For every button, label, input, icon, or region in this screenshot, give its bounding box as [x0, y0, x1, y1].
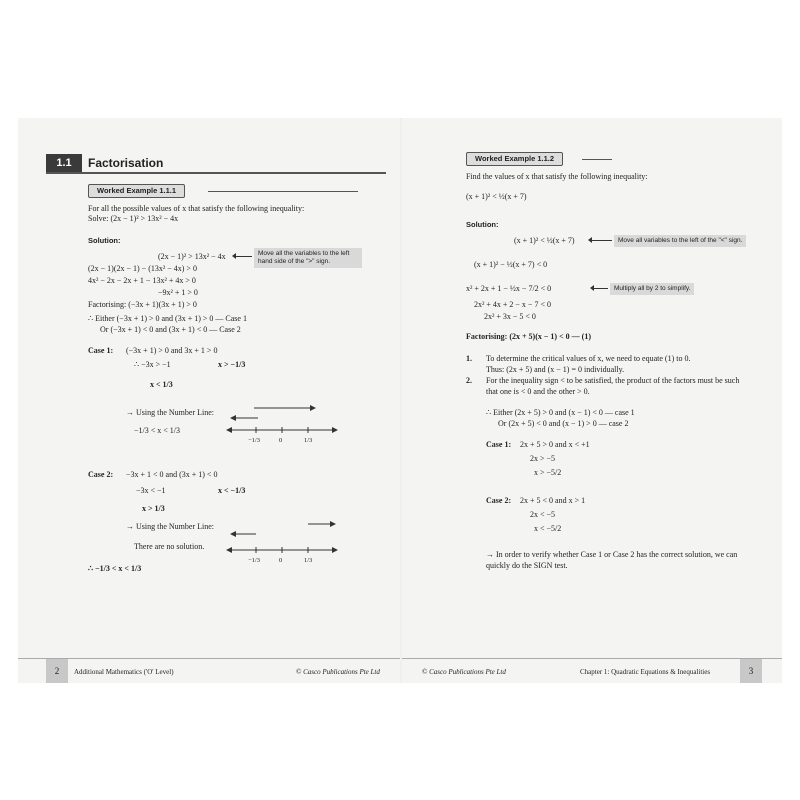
r-case-2-b: x < −5/2 [534, 524, 562, 533]
r-case-2-label: Case 2: [486, 496, 512, 505]
solution-label: Solution: [88, 236, 121, 245]
step-3: 4x² − 2x − 2x + 1 − 13x² + 4x > 0 [88, 276, 196, 285]
case-2-step-b: x < −1/3 [218, 486, 246, 495]
case-1-label: Case 1: [88, 346, 114, 355]
nl2-tick-zero: 0 [279, 557, 283, 564]
number-line-1 [232, 404, 342, 454]
step-1: (2x − 1)² > 13x² − 4x [158, 252, 226, 261]
r-step-3: x² + 2x + 1 − ½x − 7/2 < 0 [466, 284, 552, 293]
left-footer [18, 658, 400, 683]
note-arrow [236, 256, 252, 257]
r-case-1-line: 2x + 5 > 0 and x < +1 [520, 440, 590, 449]
section-number: 1.1 [46, 154, 82, 172]
r-or: Or (2x + 5) < 0 and (x − 1) > 0 — case 2 [498, 419, 629, 428]
nl2-tick-neg: −1/3 [248, 557, 260, 564]
note-arrow-2 [592, 240, 612, 241]
intro-line-2: Solve: (2x − 1)² > 13x² − 4x [88, 214, 179, 223]
case-1-step-a: ∴ −3x > −1 [134, 360, 171, 369]
nl2-tick-pos: 1/3 [304, 557, 313, 564]
left-footer-publisher: © Casco Publications Pte Ltd [296, 668, 380, 676]
point-2-b: that one is < 0 and the other > 0. [486, 387, 590, 396]
r-case-2-a: 2x < −5 [530, 510, 556, 519]
point-1-number: 1. [466, 354, 472, 363]
case-1-line: (−3x + 1) > 0 and 3x + 1 > 0 [126, 346, 218, 355]
right-page [402, 118, 782, 683]
case-1-step-c: x < 1/3 [150, 380, 173, 389]
r-case-1-a: 2x > −5 [530, 454, 556, 463]
right-page-number: 3 [740, 659, 762, 683]
right-footer-chapter: Chapter 1: Quadratic Equations & Inequalities [580, 668, 711, 676]
intro-line-1: For all the possible values of x that satisfy the following inequality: [88, 204, 305, 213]
intro-2: Find the values of x that satisfy the following inequality: [466, 172, 648, 181]
inequality-2: (x + 1)² < ½(x + 7) [466, 192, 527, 201]
case-2-label: Case 2: [88, 470, 114, 479]
left-page [18, 118, 400, 683]
point-2-a: For the inequality sign < to be satisfied, the product of the factors must be such [486, 376, 740, 385]
nl1-tick-neg: −1/3 [248, 437, 260, 444]
step-2: (2x − 1)(2x − 1) − (13x² − 4x) > 0 [88, 264, 197, 273]
worked-example-label-2: Worked Example 1.1.2 [466, 152, 563, 166]
r-step-1: (x + 1)² < ½(x + 7) [514, 236, 575, 245]
left-page-number: 2 [46, 659, 68, 683]
r-case-1-b: x > −5/2 [534, 468, 562, 477]
solution-label-2: Solution: [466, 220, 499, 229]
r-case-1-label: Case 1: [486, 440, 512, 449]
note-box-3: Multiply all by 2 to simplify. [610, 283, 694, 295]
case-1-result: −1/3 < x < 1/3 [134, 426, 180, 435]
case-2-no-solution: There are no solution. [134, 542, 205, 551]
verify-b: quickly do the SIGN test. [486, 561, 568, 570]
note-box: Move all the variables to the left hand side of the ">" sign. [254, 248, 362, 268]
case-2-step-c: x > 1/3 [142, 504, 165, 513]
nl1-tick-pos: 1/3 [304, 437, 313, 444]
nl1-tick-zero: 0 [279, 437, 283, 444]
note-box-2: Move all variables to the left of the "<" sign. [614, 235, 746, 247]
verify-a: → In order to verify whether Case 1 or Case 2 has the correct solution, we can [486, 550, 738, 559]
r-factorising: Factorising: (2x + 5)(x − 1) < 0 — (1) [466, 332, 591, 341]
r-step-2: (x + 1)² − ½(x + 7) < 0 [474, 260, 548, 269]
worked-example-rule-2 [582, 159, 612, 160]
right-footer [402, 658, 782, 683]
r-step-4: 2x² + 4x + 2 − x − 7 < 0 [474, 300, 551, 309]
case-1-step-b: x > −1/3 [218, 360, 246, 369]
case-1-number-line-label: → Using the Number Line: [126, 408, 214, 417]
either-line: ∴ Either (−3x + 1) > 0 and (3x + 1) > 0 — Case 1 [88, 314, 247, 323]
note-arrow-3 [594, 288, 608, 289]
section-rule [46, 172, 386, 174]
factorising-line: Factorising: (−3x + 1)(3x + 1) > 0 [88, 300, 197, 309]
r-either: ∴ Either (2x + 5) > 0 and (x − 1) < 0 — case 1 [486, 408, 635, 417]
point-1-a: To determine the critical values of x, we need to equate (1) to 0. [486, 354, 691, 363]
case-2-number-line-label: → Using the Number Line: [126, 522, 214, 531]
worked-example-label: Worked Example 1.1.1 [88, 184, 185, 198]
point-1-b: Thus: (2x + 5) and (x − 1) = 0 individually. [486, 365, 625, 374]
point-2-number: 2. [466, 376, 472, 385]
or-line: Or (−3x + 1) < 0 and (3x + 1) < 0 — Case 2 [100, 325, 241, 334]
worked-example-rule [208, 191, 358, 192]
final-answer: ∴ −1/3 < x < 1/3 [88, 564, 142, 573]
case-2-line: −3x + 1 < 0 and (3x + 1) < 0 [126, 470, 218, 479]
step-4: −9x² + 1 > 0 [158, 288, 198, 297]
r-case-2-line: 2x + 5 < 0 and x > 1 [520, 496, 586, 505]
r-step-5: 2x² + 3x − 5 < 0 [484, 312, 536, 321]
case-2-step-a: −3x < −1 [136, 486, 166, 495]
left-footer-title: Additional Mathematics ('O' Level) [74, 668, 174, 676]
right-footer-publisher: © Casco Publications Pte Ltd [422, 668, 506, 676]
section-title: Factorisation [88, 156, 164, 170]
